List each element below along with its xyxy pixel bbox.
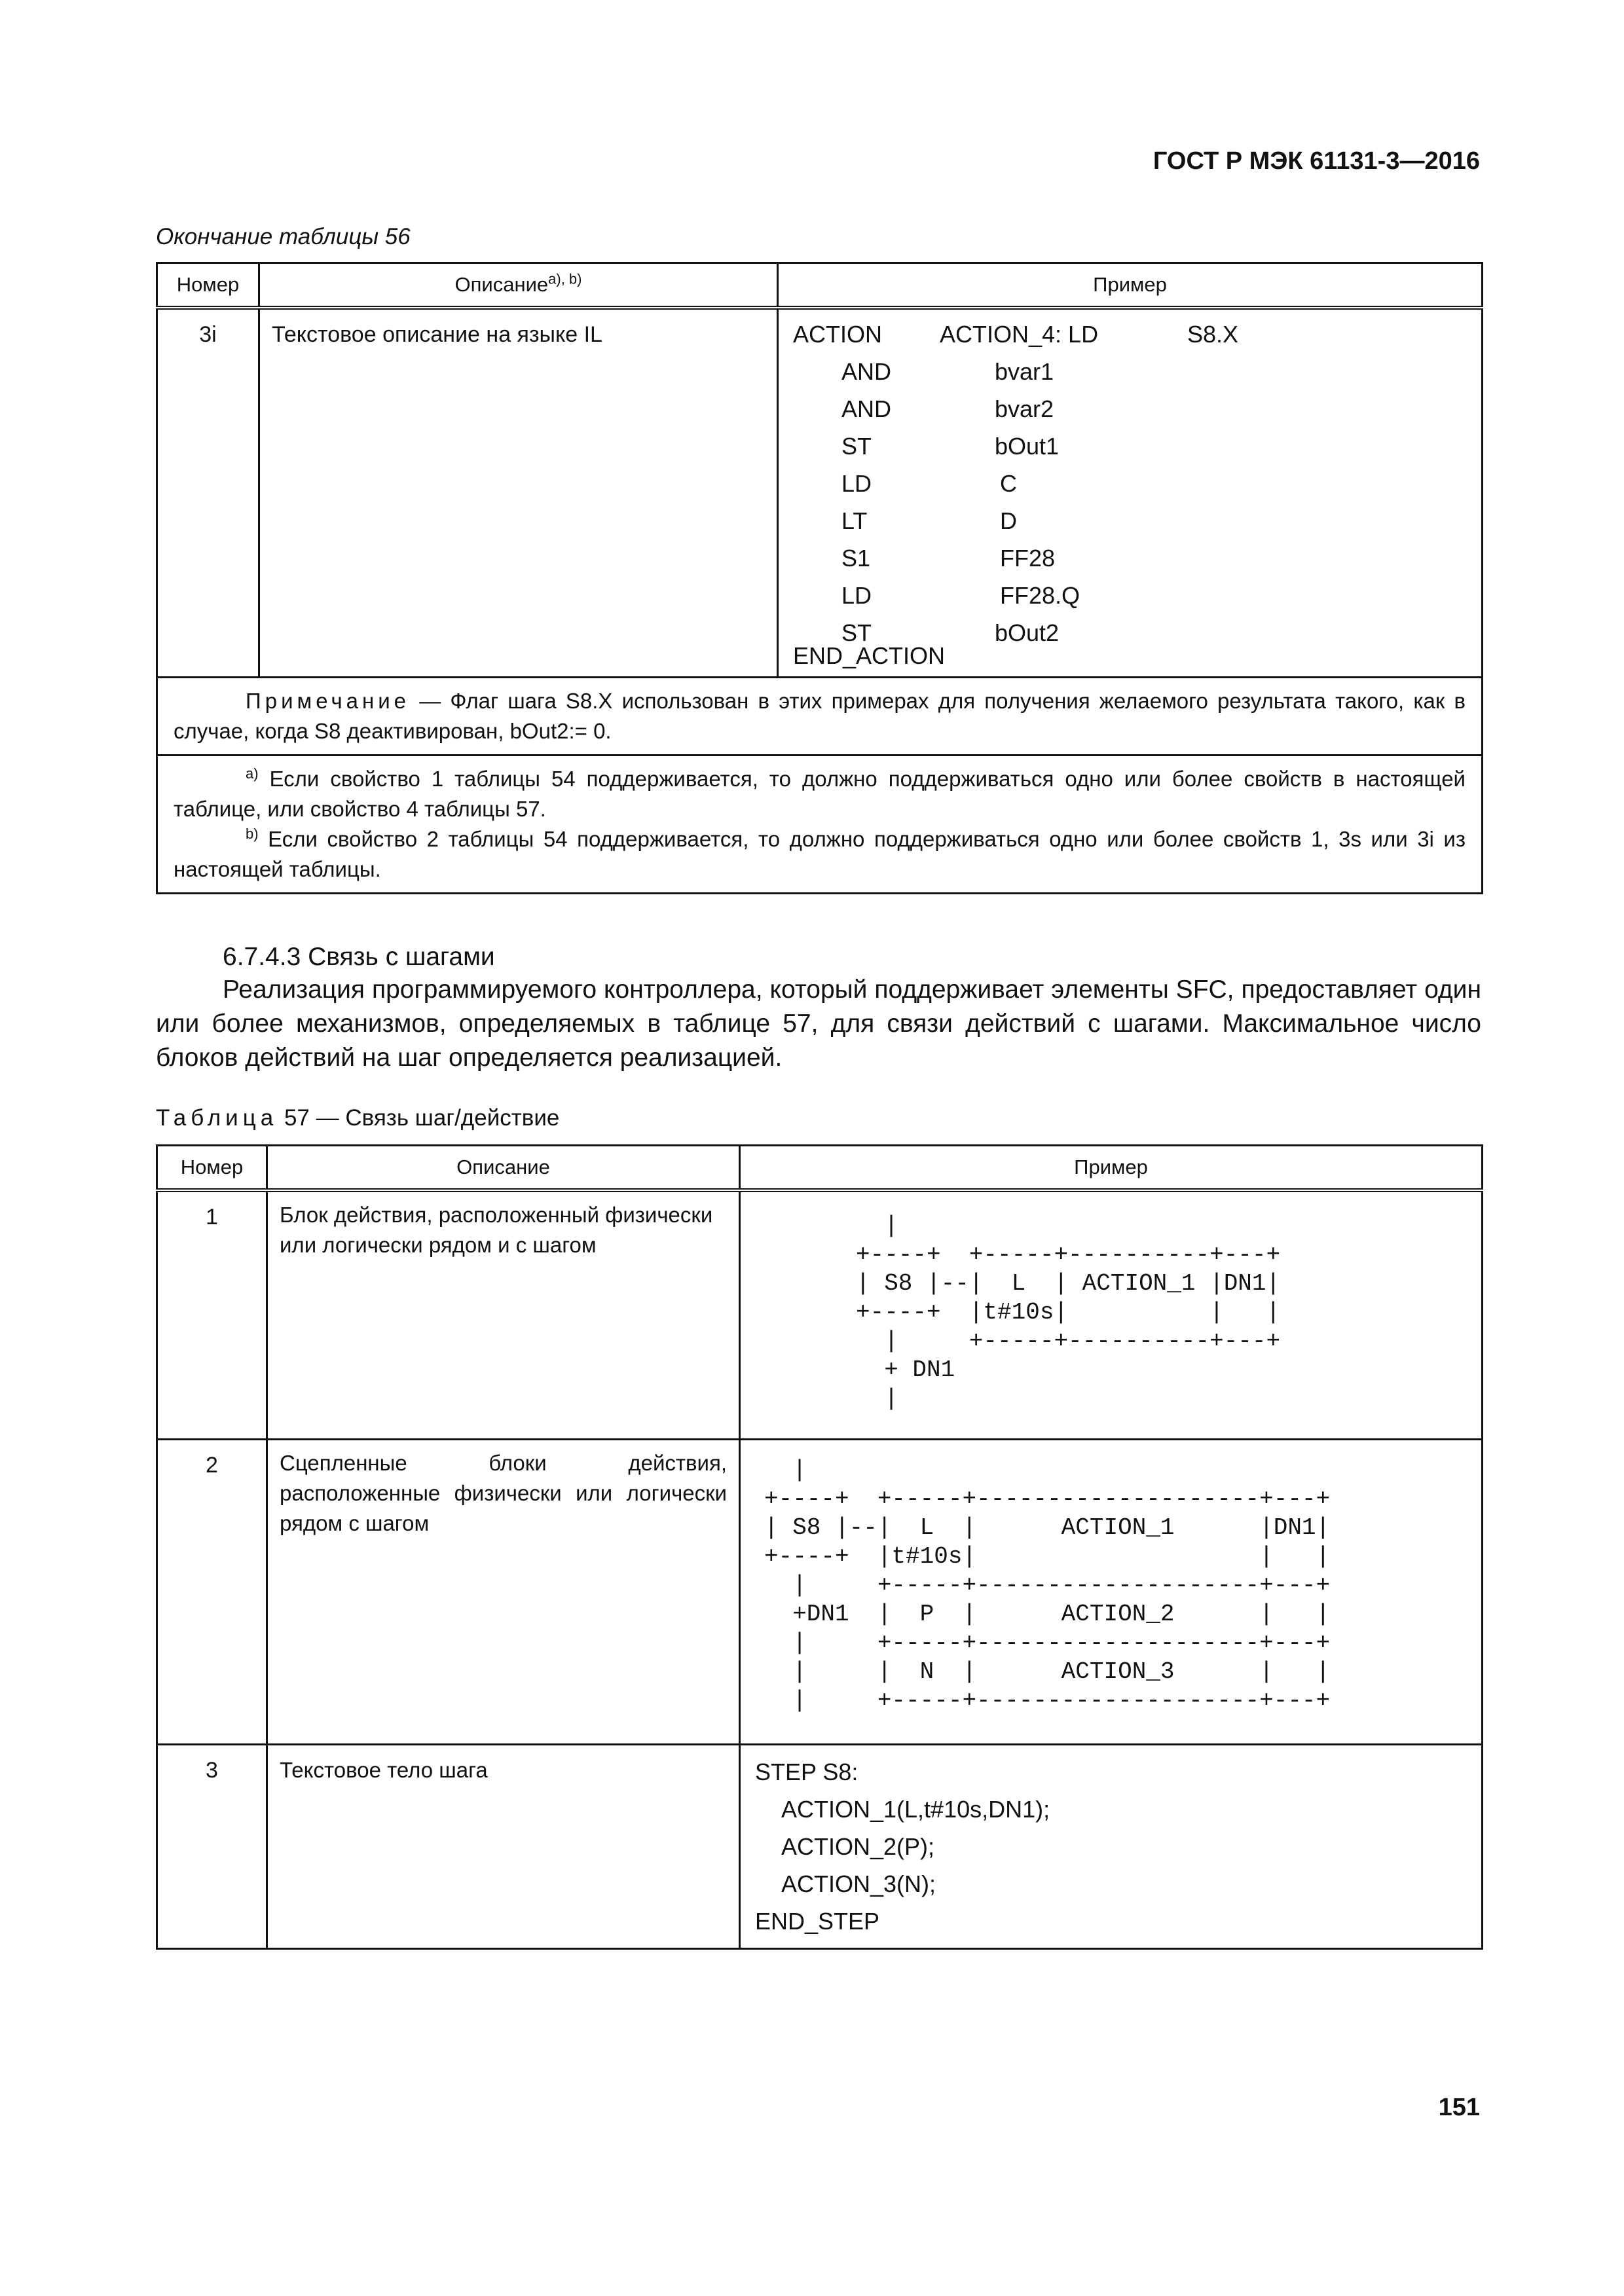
action-block-diagram: | +----+ +-----+----------+---+ | S8 |--| L | ACTION_1 |DN1| +----+ |t#10s| | | | +-----+----------+---+ + DN1 | [856, 1212, 1281, 1412]
section-paragraph-text: Реализация программируемого контроллера, который поддерживает элементы SFC, предоставляет один или более механизмов, определяемых в таблице 57, для связи действий с шагами. Максимальное число блоков действий на шаг определяется реализацией. [156, 975, 1481, 1072]
il-op: AND [841, 358, 892, 385]
row-description: Текстовое описание на языке IL [259, 308, 778, 678]
row-description: Сцепленные блоки действия, расположенные физически или логически рядом с шагом [267, 1439, 740, 1744]
il-op: S1 [841, 545, 871, 572]
row-number: 3i [157, 308, 259, 678]
code-line: STEP S8: [755, 1758, 858, 1785]
il-line-1-operand: S8.X [1187, 321, 1239, 348]
il-arg: bvar2 [995, 395, 1054, 422]
header-number: Номер [157, 263, 259, 308]
footnotes-row [157, 756, 1483, 894]
il-arg: D [1000, 507, 1017, 534]
il-op: LD [841, 582, 872, 609]
il-arg: bvar1 [995, 358, 1054, 385]
table-row [157, 308, 1483, 678]
il-op: LT [841, 507, 868, 534]
row-example [740, 1744, 1483, 1948]
row-number: 3 [157, 1744, 267, 1948]
row-description: Блок действия, расположенный физически или логически рядом и с шагом [267, 1190, 740, 1439]
il-arg: FF28.Q [1000, 582, 1080, 609]
il-arg: FF28 [1000, 545, 1056, 572]
il-line-1-label: ACTION_4: LD [940, 321, 1099, 348]
il-op: ST [841, 433, 872, 460]
footnote-b-text: Если свойство 2 таблицы 54 поддерживается, то должно поддерживаться одно или более свойств 1, 3s или 3i из настоящей таблицы. [174, 827, 1466, 881]
header-example: Пример [778, 263, 1483, 308]
row-number: 2 [157, 1439, 267, 1744]
footnote-a [174, 764, 1466, 824]
table56-continuation-caption: Окончание таблицы 56 [156, 224, 411, 249]
header-description: Описание [267, 1146, 740, 1191]
table-57 [156, 1144, 1483, 1950]
row-example [740, 1439, 1483, 1744]
row-description: Текстовое тело шага [267, 1744, 740, 1948]
footnote-b-mark: b) [246, 826, 259, 842]
table-row [157, 1439, 1483, 1744]
header-description-footnote-marks: a), b) [548, 270, 582, 287]
note-label: Примечание [246, 689, 411, 713]
row-example [740, 1190, 1483, 1439]
footnote-b [174, 824, 1466, 884]
il-end: END_ACTION [793, 642, 946, 669]
note-text: — Флаг шага S8.X использован в этих примерах для получения желаемого результата такого, как в случае, когда S8 деактивирован, bOut2:= 0. [174, 689, 1466, 743]
il-arg: bOut2 [995, 619, 1060, 646]
il-op: LD [841, 470, 872, 497]
footnote-a-mark: a) [246, 765, 259, 782]
il-arg: C [1000, 470, 1017, 497]
il-op: AND [841, 395, 892, 422]
table57-caption-label: Таблица [156, 1105, 278, 1131]
code-line: END_STEP [755, 1907, 880, 1935]
standard-header: ГОСТ Р МЭК 61131-3—2016 [1153, 147, 1480, 175]
table57-caption [156, 1105, 559, 1131]
table-row [157, 1190, 1483, 1439]
note-row [157, 678, 1483, 756]
header-example: Пример [740, 1146, 1483, 1191]
il-arg: bOut1 [995, 433, 1060, 460]
concatenated-action-blocks-diagram: | +----+ +-----+--------------------+---+ | S8 |--| L | ACTION_1 |DN1| +----+ |t#10s| | | | +-----+--------------------+---+ +DN1 | P | ACTION_2 | | | +-----+--------------------+---+ | | N | ACTION_3 | | | +-----+--------------------+---+ [764, 1456, 1331, 1714]
page-number: 151 [1438, 2094, 1480, 2121]
il-line-1-keyword: ACTION [793, 321, 883, 348]
table-header-row [157, 263, 1483, 308]
code-line: ACTION_1(L,t#10s,DN1); [781, 1795, 1050, 1823]
section-title: 6.7.4.3 Связь с шагами [223, 943, 495, 971]
footnote-a-text: Если свойство 1 таблицы 54 поддерживается, то должно поддерживаться одно или более свойств в настоящей таблице, или свойство 4 таблицы 57. [174, 767, 1466, 821]
row-number: 1 [157, 1190, 267, 1439]
il-op: ST [841, 619, 872, 646]
table-56 [156, 262, 1483, 894]
code-line: ACTION_3(N); [781, 1870, 936, 1897]
table57-caption-text: 57 — Связь шаг/действие [278, 1105, 560, 1131]
row-example [778, 308, 1483, 678]
table-footnotes [157, 756, 1483, 894]
il-code-block [779, 310, 1481, 676]
table-header-row [157, 1146, 1483, 1191]
table-note [157, 678, 1483, 756]
header-description-text: Описание [454, 273, 549, 296]
table-row [157, 1744, 1483, 1948]
code-line: ACTION_2(P); [781, 1832, 935, 1860]
section-paragraph [156, 973, 1481, 1075]
header-number: Номер [157, 1146, 267, 1191]
header-description [259, 263, 778, 308]
